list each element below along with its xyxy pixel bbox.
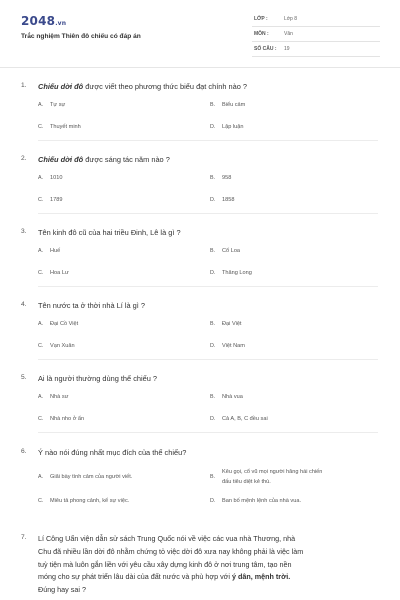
option-text: Vạn Xuân — [50, 343, 75, 349]
option-letter: C. — [38, 343, 44, 349]
question-divider — [38, 213, 378, 214]
question-divider — [38, 359, 378, 360]
option-text: Thuyết minh — [50, 124, 81, 130]
option-text: Nhà vua — [222, 394, 243, 400]
meta-class-value: Lớp 8 — [284, 16, 298, 22]
option-letter: C. — [38, 124, 44, 130]
option-text: Đại Việt — [222, 321, 242, 327]
option-text: Biểu cảm — [222, 102, 246, 108]
option-letter: A. — [38, 474, 44, 480]
question-number: 7. — [21, 534, 27, 541]
question-7-line-start: móng cho sự phát triển lâu dài của đất nước và phù hợp với — [38, 572, 232, 582]
option-text: Huế — [50, 248, 61, 254]
question-body: được viết theo phương thức biểu đạt chính nào ? — [83, 82, 248, 91]
option-letter: A. — [38, 248, 44, 254]
option-letter: B. — [210, 474, 216, 480]
meta-count — [252, 43, 380, 57]
option-letter: D. — [210, 197, 216, 203]
question-number: 3. — [21, 228, 27, 235]
meta-count-value: 19 — [284, 46, 290, 52]
option-letter: D. — [210, 343, 216, 349]
question-7-bold: ý dân, mệnh trời. — [231, 572, 291, 582]
question-text — [38, 155, 170, 164]
question-6 — [21, 446, 381, 504]
question-5 — [21, 372, 381, 422]
question-divider — [38, 286, 378, 287]
option-text: Hoa Lư — [50, 270, 69, 276]
option-text-continued: đấu tiêu diệt kẻ thù. — [222, 479, 271, 485]
option-text: Tự sự — [50, 102, 66, 108]
header — [0, 0, 400, 68]
question-7-line: tuỳ tiện mà luôn gắn liền với yêu cầu xây dựng kinh đô ở nơi trung tâm, tạo nền — [38, 559, 292, 569]
meta-subject-value: Văn — [284, 31, 293, 37]
question-text — [38, 374, 157, 383]
question-divider — [38, 432, 378, 433]
question-7-line — [38, 571, 378, 584]
option-text: 1789 — [50, 197, 63, 203]
question-1 — [21, 80, 381, 130]
work-title: Chiếu dời đô — [38, 82, 84, 91]
option-letter: D. — [210, 498, 216, 504]
option-letter: C. — [38, 498, 44, 504]
doc-title: Trắc nghiệm Thiên đô chiếu có đáp án — [21, 33, 141, 40]
option-text: Giãi bày tình cảm của người viết. — [50, 474, 133, 480]
question-7-line: Lí Công Uẩn viện dẫn sử sách Trung Quốc nói về việc các vua nhà Thương, nhà — [38, 534, 296, 543]
option-letter: B. — [210, 321, 216, 327]
question-number: 5. — [21, 374, 27, 381]
option-text: Nhà nho ở ẩn — [50, 416, 85, 422]
question-line — [21, 372, 381, 386]
question-7-line: Chu đã nhiều lần dời đô nhằm chứng tỏ việc dời đô xưa nay không phải là việc làm — [38, 546, 304, 556]
question-number: 4. — [21, 301, 27, 308]
question-body: Ai là người thường dùng thể chiếu ? — [38, 374, 158, 383]
option-text: Lập luận — [222, 124, 244, 130]
meta-subject-key: MÔN : — [254, 31, 269, 37]
option-text: Đại Cồ Việt — [50, 321, 79, 327]
question-7-text — [38, 533, 378, 597]
question-line — [21, 153, 381, 167]
meta-count-key: SỐ CÂU : — [254, 46, 277, 52]
option-letter: B. — [210, 394, 216, 400]
option-letter: B. — [210, 102, 216, 108]
question-line — [21, 299, 381, 313]
question-body: Tên nước ta ở thời nhà Lí là gì ? — [38, 301, 145, 310]
logo[interactable] — [21, 14, 66, 28]
logo-suffix: .vn — [55, 20, 67, 27]
option-text: Ban bố mệnh lệnh của nhà vua. — [222, 498, 301, 504]
question-2 — [21, 153, 381, 203]
option-letter: B. — [210, 248, 216, 254]
question-number: 2. — [21, 155, 27, 162]
meta-subject — [252, 28, 380, 42]
question-text — [38, 448, 186, 457]
question-divider — [38, 140, 378, 141]
question-line — [21, 80, 381, 94]
option-letter: C. — [38, 270, 44, 276]
option-letter: D. — [210, 416, 216, 422]
option-letter: A. — [38, 394, 44, 400]
option-text: 1858 — [222, 197, 235, 203]
question-line — [21, 446, 381, 460]
option-text: Việt Nam — [222, 343, 245, 349]
question-body: Tên kinh đô cũ của hai triều Đinh, Lê là gì ? — [38, 228, 181, 237]
option-text: 1010 — [50, 175, 63, 181]
meta-class-key: LỚP : — [254, 16, 268, 22]
option-text: 958 — [222, 175, 232, 181]
question-line — [21, 226, 381, 240]
option-letter: A. — [38, 175, 44, 181]
option-letter: B. — [210, 175, 216, 181]
work-title: Chiếu dời đô — [38, 155, 84, 164]
option-text: Kêu gọi, cổ vũ mọi người hăng hái chiến — [222, 469, 323, 475]
option-text: Nhà sư — [50, 394, 69, 400]
question-text — [38, 82, 247, 91]
question-body: được sáng tác năm nào ? — [83, 155, 170, 164]
question-number: 6. — [21, 448, 27, 455]
logo-text: 2048 — [21, 14, 56, 28]
question-3 — [21, 226, 381, 276]
question-number: 1. — [21, 82, 27, 89]
question-text — [38, 228, 181, 237]
option-text: Miêu tả phong cảnh, kể sự việc. — [50, 498, 130, 504]
option-letter: C. — [38, 197, 44, 203]
option-letter: D. — [210, 124, 216, 130]
option-letter: D. — [210, 270, 216, 276]
question-7-ask: Đúng hay sai ? — [38, 585, 86, 595]
option-text: Thăng Long — [222, 270, 252, 276]
option-text: Cả A, B, C đều sai — [222, 416, 268, 422]
option-letter: A. — [38, 321, 44, 327]
question-text — [38, 301, 145, 310]
option-letter: A. — [38, 102, 44, 108]
option-text: Cổ Loa — [222, 248, 241, 254]
question-4 — [21, 299, 381, 349]
meta-class — [252, 13, 380, 27]
header-divider — [0, 67, 400, 68]
question-body: Ý nào nói đúng nhất mục đích của thể chiếu? — [38, 448, 187, 457]
option-letter: C. — [38, 416, 44, 422]
